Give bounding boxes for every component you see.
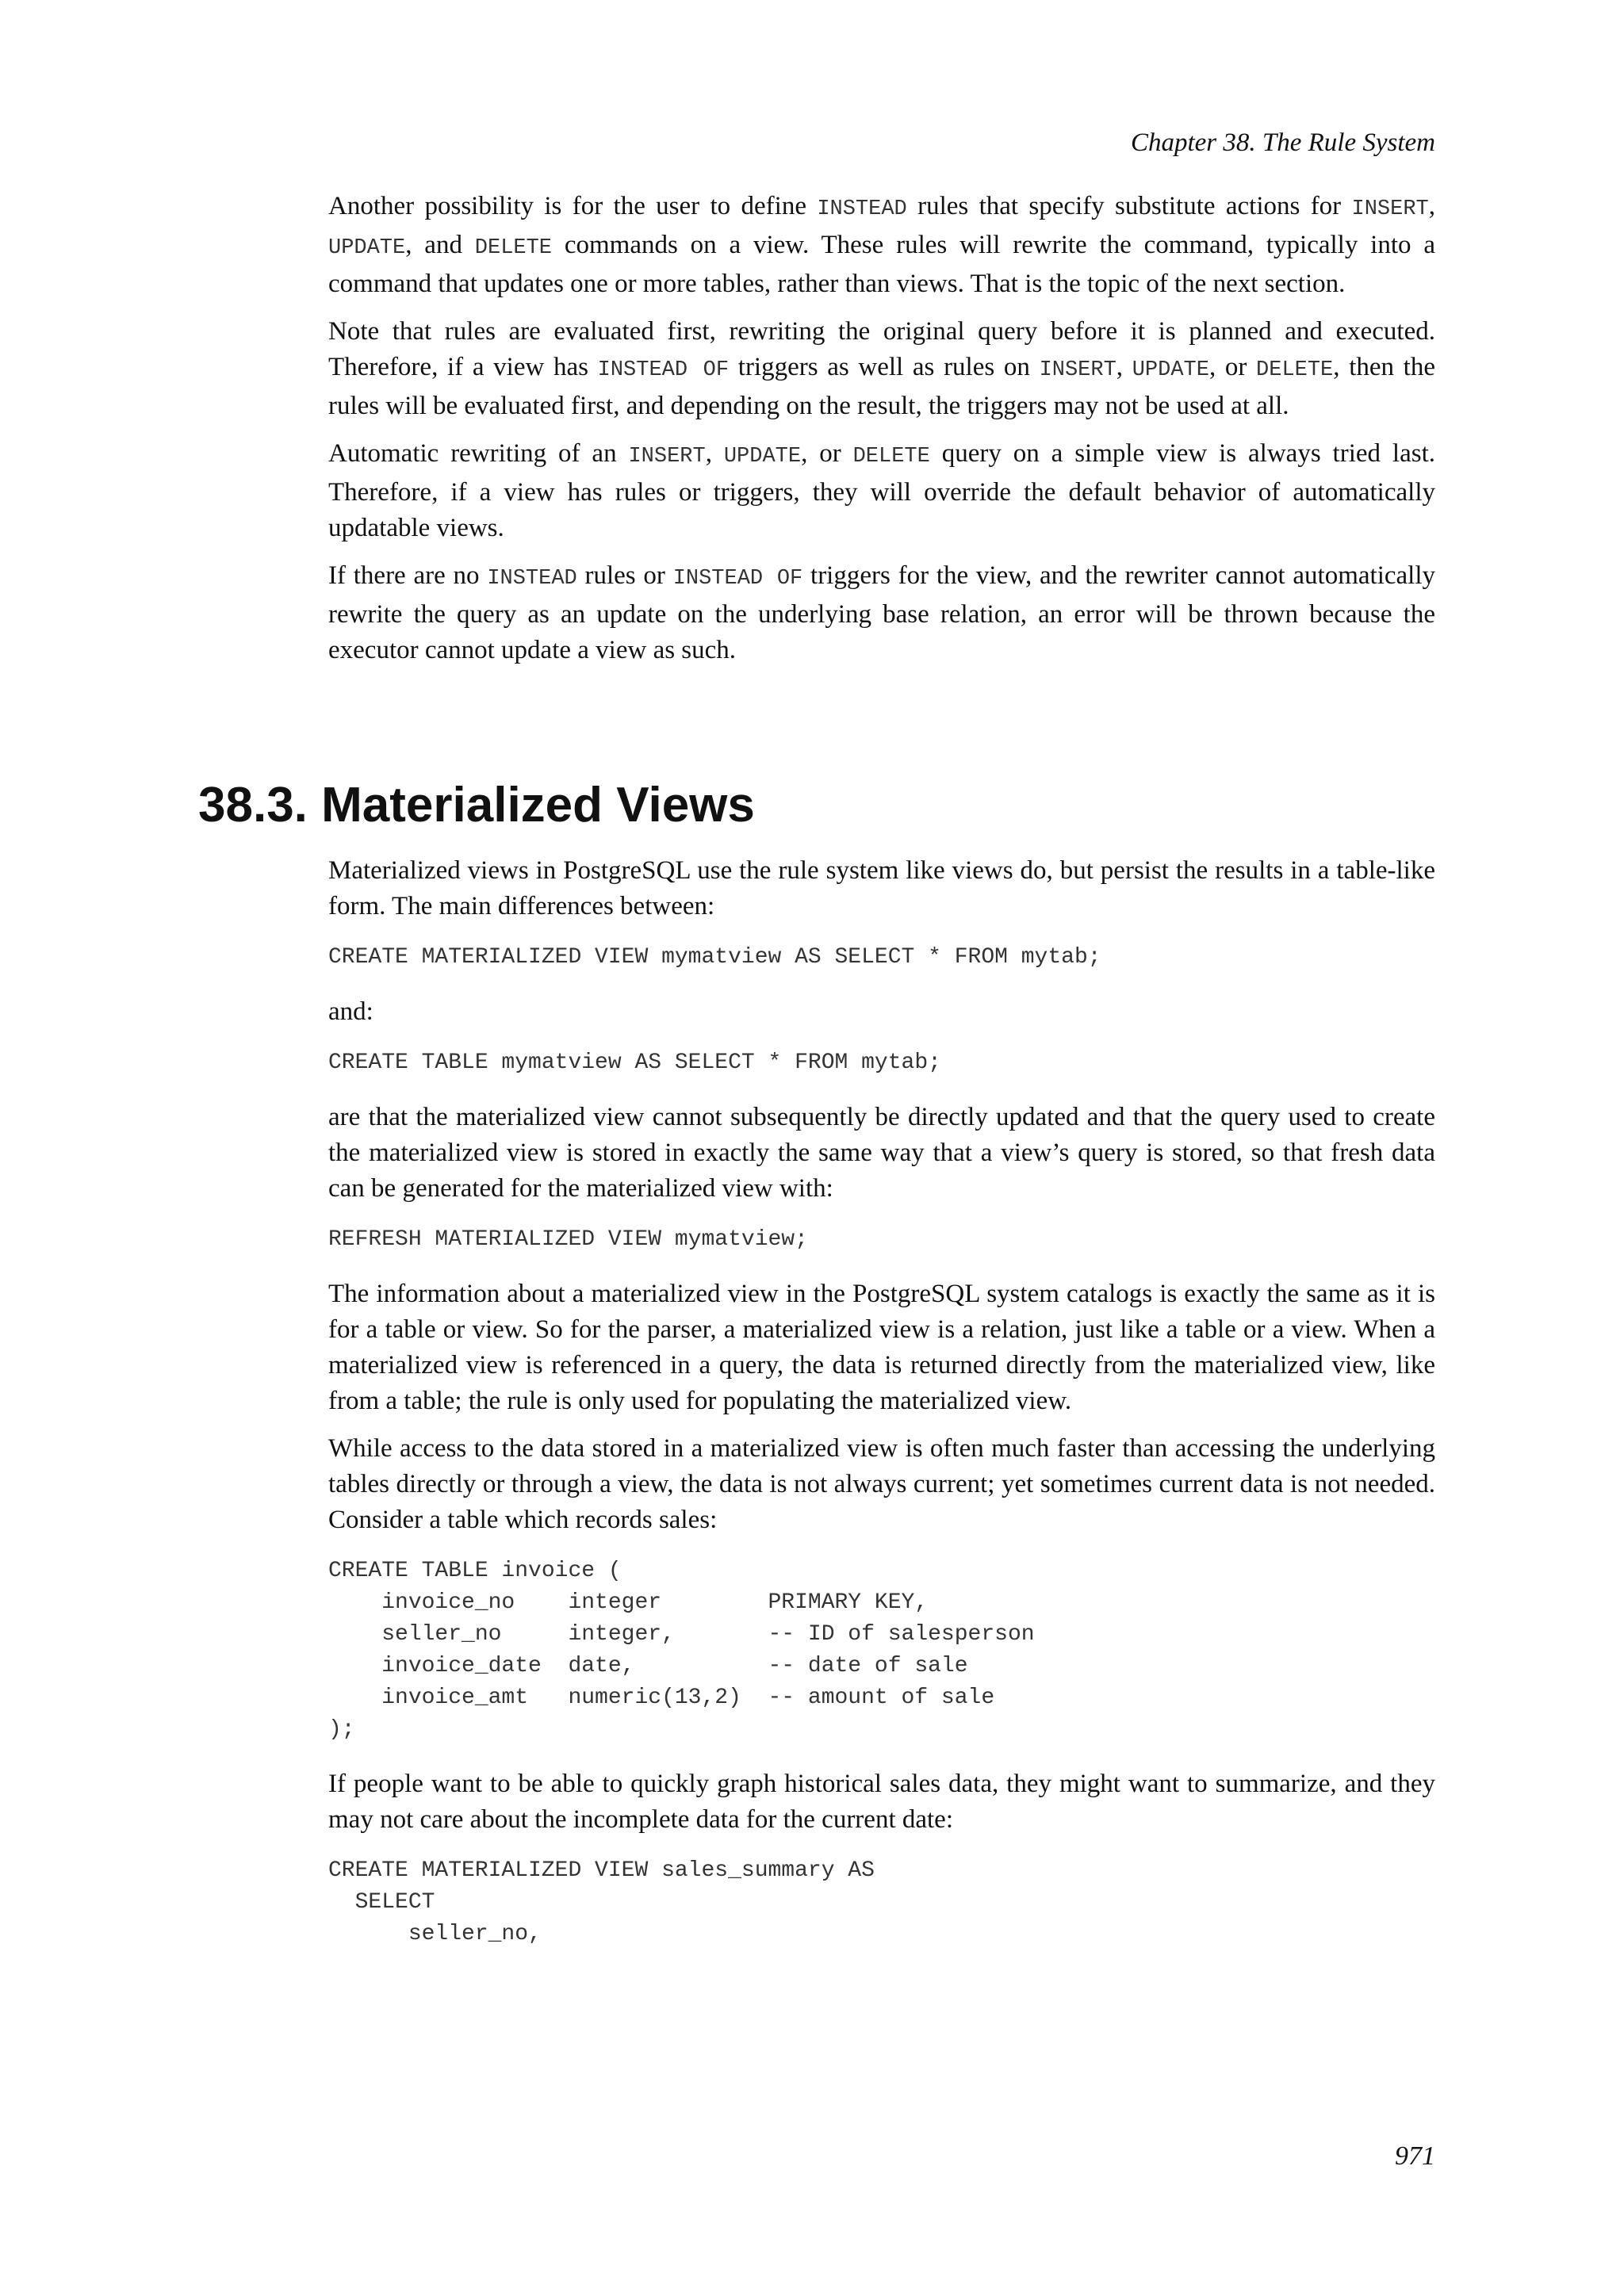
paragraph-automatic-rewriting: Automatic rewriting of an INSERT, UPDATE, or DELETE query on a simple view is always tried last. Therefore, if a view has rules or triggers, they will override the default behavior of automatically updatable views. (328, 439, 1435, 542)
inline-code: UPDATE (1132, 358, 1209, 382)
paragraph-materialized-intro: Materialized views in PostgreSQL use the rule system like views do, but persist the results in a table-like form. The main differences between: (328, 856, 1435, 920)
code-create-materialized-view: CREATE MATERIALIZED VIEW mymatview AS SELECT * FROM mytab; (328, 945, 1101, 970)
paragraph-rules-evaluated-first: Note that rules are evaluated first, rewriting the original query before it is planned and executed. Therefore, if a view has INSTEAD OF triggers as well as rules on INSERT, UPDATE, or DELETE, then the rules will be evaluated first, and depending on the result, the triggers may not be used at all. (328, 317, 1435, 420)
page-number: 971 (1395, 2141, 1435, 2171)
paragraph-instead-rules: Another possibility is for the user to define INSTEAD rules that specify substitute actions for INSERT, UPDATE, and DELETE commands on a view. These rules will rewrite the command, typically into a command that updates one or more tables, rather than views. That is the topic of the next section. (328, 192, 1435, 298)
paragraph-access-speed: While access to the data stored in a materialized view is often much faster than accessing the underlying tables directly or through a view, the data is not always current; yet sometimes current data is not needed. Consider a table which records sales: (328, 1434, 1435, 1534)
paragraph-error-thrown: If there are no INSTEAD rules or INSTEAD OF triggers for the view, and the rewriter cannot automatically rewrite the query as an update on the underlying base relation, an error will be thrown because the executor cannot update a view as such. (328, 561, 1436, 664)
code-create-table: CREATE TABLE mymatview AS SELECT * FROM mytab; (328, 1050, 941, 1075)
inline-code: UPDATE (328, 236, 406, 260)
inline-code: INSERT (1351, 197, 1429, 221)
running-header: Chapter 38. The Rule System (1130, 128, 1435, 157)
inline-code: INSERT (628, 445, 706, 469)
inline-code: DELETE (474, 236, 553, 260)
inline-code: INSTEAD (487, 567, 577, 591)
section-content (328, 853, 1435, 1971)
intro-content (328, 189, 1435, 680)
paragraph-graph-sales: If people want to be able to quickly graph historical sales data, they might want to summarize, and they may not care about the incomplete data for the current date: (328, 1770, 1435, 1834)
paragraph-and: and: (328, 997, 373, 1026)
inline-code: INSERT (1039, 358, 1116, 382)
inline-code: INSTEAD OF (672, 567, 803, 591)
inline-code: INSTEAD (817, 197, 907, 221)
section-title: 38.3. Materialized Views (198, 778, 755, 832)
inline-code: INSTEAD OF (597, 358, 730, 382)
inline-code: UPDATE (723, 445, 802, 469)
paragraph-differences: are that the materialized view cannot subsequently be directly updated and that the query used to create the materialized view is stored in exactly the same way that a view’s query is stored, so that fresh data can be generated for the materialized view with: (328, 1103, 1435, 1203)
code-sales-summary: CREATE MATERIALIZED VIEW sales_summary AS SELECT seller_no, (328, 1858, 875, 1946)
inline-code: DELETE (852, 445, 930, 469)
code-refresh-materialized-view: REFRESH MATERIALIZED VIEW mymatview; (328, 1227, 808, 1252)
code-create-invoice-table: CREATE TABLE invoice ( invoice_no integer PRIMARY KEY, seller_no integer, -- ID of salesperson invoice_date date, -- date of sale invoice_amt numeric(13,2) -- amount of sale ); (328, 1559, 1035, 1742)
paragraph-catalog-information: The information about a materialized view in the PostgreSQL system catalogs is exactly the same as it is for a table or view. So for the parser, a materialized view is a relation, just like a table or a view. When a materialized view is referenced in a query, the data is returned directly from the materialized view, like from a table; the rule is only used for populating the materialized view. (328, 1280, 1435, 1415)
inline-code: DELETE (1256, 358, 1334, 382)
